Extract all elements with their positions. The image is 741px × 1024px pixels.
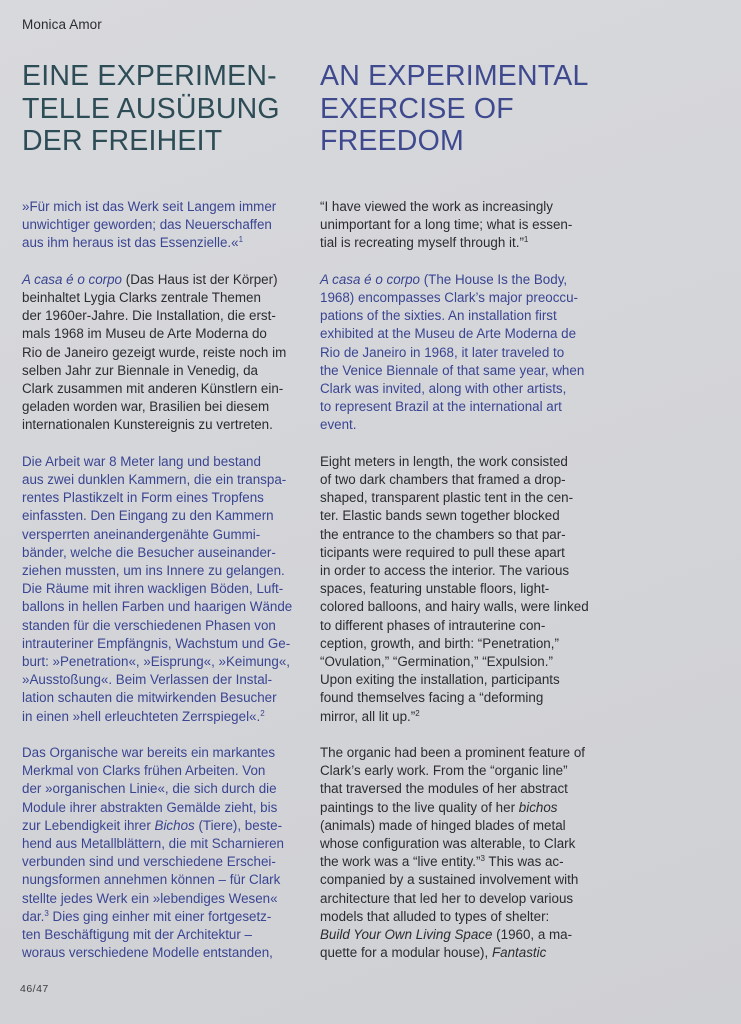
text-run: Das Organische war bereits ein markantes (22, 745, 276, 761)
text-run: nungsformen annehmen können – für Clark (22, 872, 281, 888)
text-line (22, 708, 290, 726)
text-line (22, 598, 293, 616)
text-line (320, 234, 602, 252)
text-line (320, 944, 602, 962)
text-run: the entrance to the chambers so that par- (320, 526, 566, 542)
text-line (320, 635, 602, 653)
text-run: to different phases of intrauterine con- (320, 617, 546, 633)
paragraph-gap (320, 726, 602, 744)
text-run: unwichtiger geworden; das Neuerschaffen (22, 217, 272, 233)
text-line (22, 398, 290, 416)
text-run: the work was a “live entity.” (320, 854, 481, 870)
text-run: Clark zusammen mit anderen Künstlern ein- (22, 381, 284, 397)
paragraph (22, 198, 290, 253)
text-line (320, 289, 602, 307)
text-run: mals 1968 im Museu de Arte Moderna do (22, 326, 267, 342)
text-line (22, 744, 290, 762)
text-line (320, 580, 602, 598)
text-line (22, 890, 290, 908)
text-run: internationalen Kunstereignis zu vertreten. (22, 417, 273, 433)
text-run: einfassten. Den Eingang zu den Kammern (22, 508, 274, 524)
text-run: burt: »Penetration«, »Eisprung«, »Keimung«, (22, 654, 290, 670)
text-run: models that alluded to types of shelter: (320, 908, 550, 924)
text-line (22, 325, 290, 343)
text-run: Dies ging einher mit einer fortgesetz- (48, 908, 272, 924)
text-line (320, 398, 602, 416)
text-line (22, 853, 290, 871)
text-line (22, 526, 290, 544)
text-run: This was ac- (484, 854, 564, 870)
text-line (22, 780, 290, 798)
text-line (22, 635, 290, 653)
text-line (22, 362, 290, 380)
text-run: woraus verschiedene Modelle entstanden, (22, 945, 273, 961)
footnote-marker: 1 (523, 235, 529, 245)
text-run: that traversed the modules of her abstract (320, 781, 568, 797)
text-run: (animals) made of hinged blades of metal (320, 817, 566, 833)
text-run: der »organischen Linie«, die sich durch die (22, 781, 277, 797)
text-run: standen für die verschiedenen Phasen von (22, 617, 276, 633)
text-line (320, 562, 602, 580)
text-line (320, 817, 602, 835)
paragraph (320, 744, 602, 962)
text-line (320, 507, 602, 525)
text-line (320, 762, 602, 780)
text-run: intrauteriner Empfängnis, Wachstum und Ge- (22, 635, 291, 651)
text-run: stellte jedes Werk ein »lebendiges Wesen« (22, 890, 278, 906)
text-line (22, 562, 290, 580)
footnote-marker: 2 (415, 708, 420, 718)
text-run: Merkmal von Clarks frühen Arbeiten. Von (22, 763, 266, 779)
text-run: (The House Is the Body, (420, 271, 568, 287)
text-line (320, 890, 602, 908)
text-run: in einen »hell erleuchteten Zerrspiegel«. (22, 708, 261, 724)
text-line (22, 198, 290, 216)
text-run: the Venice Biennale of that same year, when (320, 362, 585, 378)
text-run: ten Beschäftigung mit der Architektur – (22, 927, 252, 943)
paragraph (22, 271, 290, 435)
text-line (320, 708, 602, 726)
text-line (320, 853, 602, 871)
paragraph-gap (22, 726, 290, 744)
text-run: The organic had been a prominent feature of (320, 745, 586, 761)
text-line (22, 416, 290, 434)
author-name: Monica Amor (22, 17, 102, 32)
text-run: dar. (22, 908, 45, 924)
text-line (320, 198, 602, 216)
paragraph-gap (22, 435, 290, 453)
text-line (320, 453, 602, 471)
text-run: beinhaltet Lygia Clarks zentrale Themen (22, 290, 261, 305)
text-line (320, 689, 602, 707)
text-line (22, 762, 290, 780)
text-line (22, 799, 290, 817)
text-line (22, 216, 290, 234)
heading-en-line: EXERCISE OF (320, 92, 514, 125)
text-run: aus ihm heraus ist das Essenzielle.« (22, 235, 239, 251)
text-run: »Ausstoßung«. Beim Verlassen der Instal- (22, 672, 273, 688)
text-run: geladen worden war, Brasilien bei diesem (22, 399, 270, 415)
text-run: mirror, all lit up.” (320, 708, 416, 724)
text-run: whose configuration was alterable, to Clark (320, 836, 576, 852)
text-line (320, 835, 602, 853)
heading-de-line: EINE EXPERIMEN- (22, 60, 277, 92)
text-line (320, 744, 602, 762)
paragraph (22, 744, 290, 962)
text-line (22, 489, 290, 507)
heading-german (22, 60, 280, 158)
italic-title: Fantastic (491, 945, 547, 961)
text-run: der 1960er-Jahre. Die Installation, die erst- (22, 308, 276, 324)
text-line (320, 325, 602, 343)
text-line (320, 544, 602, 562)
text-line (320, 380, 602, 398)
text-line (320, 926, 602, 944)
text-line (22, 944, 290, 962)
text-run: Upon exiting the installation, participants (320, 672, 560, 688)
italic-term: Bichos (154, 817, 195, 833)
text-run: event. (320, 417, 357, 433)
text-run: aus zwei dunklen Kammern, die ein transpa- (22, 472, 287, 488)
text-line (22, 544, 290, 562)
text-run: colored balloons, and hairy walls, were linked (320, 599, 589, 615)
text-run: companied by a sustained involvement with (320, 872, 579, 888)
text-run: Eight meters in length, the work consisted (320, 453, 568, 469)
text-line (320, 671, 602, 689)
text-line (22, 307, 290, 325)
text-run: found themselves facing a “deforming (320, 690, 544, 706)
text-run: bänder, welche die Besucher auseinander- (22, 544, 276, 560)
text-run: shaped, transparent plastic tent in the cen- (320, 490, 574, 506)
text-line (22, 926, 290, 944)
text-run: in order to access the interior. The various (320, 563, 570, 579)
paragraph (320, 453, 602, 726)
italic-title: A casa é o corpo (320, 271, 420, 287)
text-run: Module ihrer abstrakten Gemälde zieht, bis (22, 799, 278, 815)
text-run: ziehen mussten, um ins Innere zu gelangen. (22, 563, 285, 579)
paragraph (320, 198, 602, 253)
german-text-column (22, 198, 293, 962)
italic-title: A casa é o corpo (22, 271, 122, 287)
text-run: Die Arbeit war 8 Meter lang und bestand (22, 453, 261, 469)
text-run: Die Räume mit ihren wackligen Böden, Luft- (22, 581, 284, 597)
text-run: selben Jahr zur Biennale in Venedig, da (22, 362, 258, 378)
paragraph (22, 453, 293, 726)
text-line (22, 835, 290, 853)
text-run: “I have viewed the work as increasingly (320, 199, 553, 214)
text-run: ter. Elastic bands sewn together blocked (320, 508, 560, 524)
paragraph-gap (320, 435, 602, 453)
text-line (320, 908, 602, 926)
footnote-marker: 2 (260, 708, 265, 718)
italic-title: Build Your Own Living Space (320, 927, 493, 943)
text-line (320, 526, 602, 544)
english-text-column (320, 198, 602, 962)
text-run: hend aus Metallblättern, die mit Scharnieren (22, 836, 285, 852)
text-line (22, 653, 290, 671)
text-line (320, 416, 602, 434)
text-run: verbunden sind und verschiedene Erschei- (22, 854, 276, 870)
paragraph-gap (22, 253, 290, 271)
text-run: ception, growth, and birth: “Penetration,” (320, 635, 559, 651)
text-run: quette for a modular house), (320, 945, 489, 961)
heading-en-line: FREEDOM (320, 125, 464, 157)
text-run: to represent Brazil at the international art (320, 399, 562, 415)
text-line (320, 489, 602, 507)
text-line (320, 799, 602, 817)
text-line (22, 234, 290, 252)
text-run: 1968) encompasses Clark’s major preoccu- (320, 290, 579, 305)
text-line (22, 380, 290, 398)
text-run: paintings to the live quality of her (320, 799, 516, 815)
footnote-marker: 3 (480, 854, 485, 864)
heading-english (320, 60, 589, 158)
text-run: lation schauten die mitwirkenden Besucher (22, 690, 277, 706)
text-run: ticipants were required to pull these apart (320, 544, 565, 560)
text-line (320, 362, 602, 380)
text-run: Clark was invited, along with other artists, (320, 381, 567, 397)
text-line (320, 216, 602, 234)
text-run: zur Lebendigkeit ihrer (22, 817, 151, 833)
text-line (320, 653, 602, 671)
text-run: spaces, featuring unstable floors, light- (320, 581, 550, 597)
text-run: pations of the sixties. An installation first (320, 308, 557, 324)
text-run: (Tiere), beste- (194, 817, 283, 833)
text-line (22, 908, 290, 926)
text-run: rentes Plastikzelt in Form eines Tropfens (22, 490, 264, 506)
text-line (22, 289, 290, 307)
text-line (320, 617, 602, 635)
text-run: (1960, a ma- (492, 927, 573, 943)
text-line (22, 507, 290, 525)
text-line (22, 817, 290, 835)
text-line (320, 871, 602, 889)
footnote-marker: 1 (238, 235, 244, 245)
text-run: “Ovulation,” “Germination,” “Expulsion.” (320, 654, 553, 670)
text-run: versperrten aneinandergenähte Gummi- (22, 526, 261, 542)
text-line (22, 671, 290, 689)
paragraph-gap (320, 253, 602, 271)
page-number: 46/47 (20, 983, 49, 995)
footnote-marker: 3 (44, 908, 49, 918)
italic-term: bichos (518, 799, 558, 815)
text-line (22, 453, 290, 471)
text-run: »Für mich ist das Werk seit Langem immer (22, 199, 277, 214)
text-run: Rio de Janeiro in 1968, it later traveled to (320, 344, 565, 360)
text-line (320, 780, 602, 798)
text-run: tial is recreating myself through it.” (320, 235, 524, 251)
text-line (22, 271, 290, 289)
text-run: Clark’s early work. From the “organic line” (320, 763, 568, 779)
text-line (320, 598, 602, 616)
text-line (320, 344, 602, 362)
text-line (320, 471, 602, 489)
text-line (22, 689, 290, 707)
text-line (320, 307, 602, 325)
text-line (320, 271, 602, 289)
heading-de-line: DER FREIHEIT (22, 125, 223, 157)
text-run: architecture that led her to develop various (320, 890, 574, 906)
paragraph (320, 271, 602, 435)
text-run: Rio de Janeiro gezeigt wurde, reiste noch im (22, 344, 287, 360)
text-line (22, 344, 290, 362)
text-line (22, 580, 290, 598)
text-run: of two dark chambers that framed a drop- (320, 472, 566, 488)
text-line (22, 617, 290, 635)
text-run: (Das Haus ist der Körper) (125, 271, 278, 287)
text-run: exhibited at the Museu de Arte Moderna de (320, 326, 577, 342)
text-line (22, 871, 290, 889)
text-run: ballons in hellen Farben und haarigen Wände (22, 599, 293, 615)
text-line (22, 471, 290, 489)
heading-de-line: TELLE AUSÜBUNG (22, 92, 280, 125)
text-run: unimportant for a long time; what is essen- (320, 217, 573, 233)
heading-en-line: AN EXPERIMENTAL (320, 60, 589, 92)
